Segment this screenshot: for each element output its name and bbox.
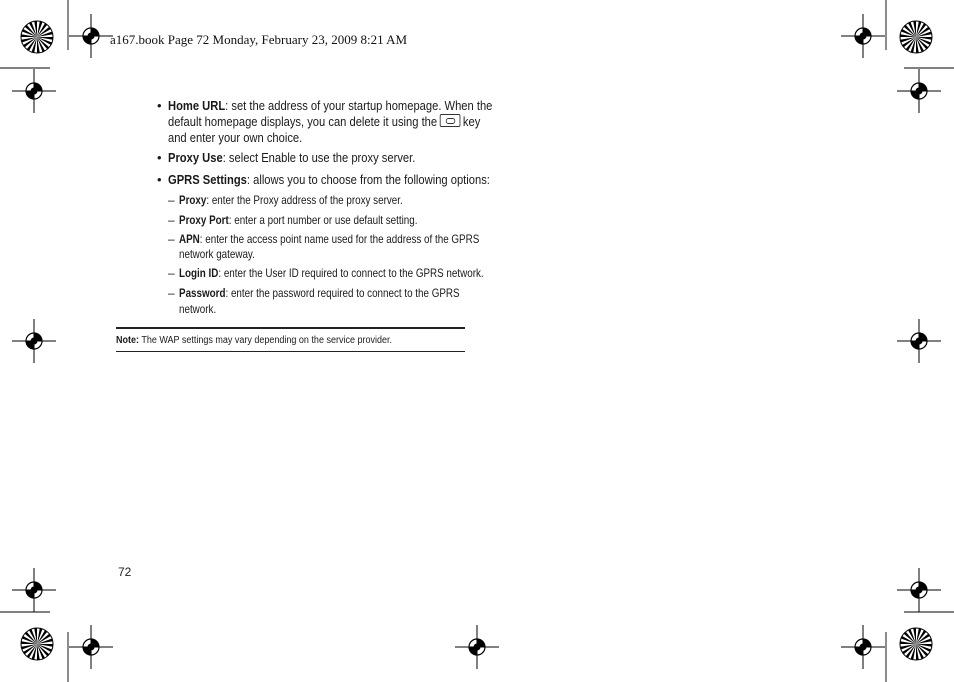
starburst-registration-icon	[900, 21, 932, 53]
bullet-marker: •	[157, 150, 162, 165]
dash-marker: –	[168, 193, 175, 207]
crosshair-registration-icon	[841, 14, 885, 58]
sub-proxy-text: : enter the Proxy address of the proxy server.	[206, 193, 403, 207]
sub-proxy-term: Proxy	[179, 193, 207, 207]
page-number: 72	[118, 565, 132, 579]
sub-proxy-port-text: : enter a port number or use default setting.	[228, 213, 418, 227]
bullet-marker: •	[157, 172, 162, 187]
crosshair-registration-icon	[841, 625, 885, 669]
note-label: Note:	[116, 335, 140, 346]
proxy-use-term: Proxy Use	[168, 150, 223, 165]
sub-login-id-term: Login ID	[179, 266, 219, 280]
sub-apn-text-2: network gateway.	[179, 247, 255, 261]
crosshair-registration-icon	[12, 319, 56, 363]
home-url-term: Home URL	[168, 98, 226, 113]
sub-password-text-1: : enter the password required to connect to the GPRS	[225, 286, 460, 300]
home-url-text-1: : set the address of your startup homepage. When the	[225, 98, 493, 113]
home-url-text-4: and enter your own choice.	[168, 130, 303, 145]
sub-password-term: Password	[179, 286, 226, 300]
starburst-registration-icon	[21, 628, 53, 660]
crosshair-registration-icon	[69, 625, 113, 669]
dash-marker: –	[168, 232, 175, 246]
home-url-text-3: key	[462, 114, 481, 129]
proxy-use-text: : select Enable to use the proxy server.	[222, 150, 416, 165]
dash-marker: –	[168, 213, 175, 227]
starburst-registration-icon	[21, 21, 53, 53]
crosshair-registration-icon	[455, 625, 499, 669]
dash-marker: –	[168, 286, 175, 300]
crosshair-registration-icon	[897, 69, 941, 113]
sub-apn-text-1: : enter the access point name used for the address of the GPRS	[199, 232, 480, 246]
sub-proxy-port-term: Proxy Port	[179, 213, 229, 227]
home-url-text-2: default homepage displays, you can delete it using the	[168, 114, 438, 129]
crosshair-registration-icon	[897, 568, 941, 612]
crosshair-registration-icon	[12, 69, 56, 113]
book-header: a167.book Page 72 Monday, February 23, 2009 8:21 AM	[110, 32, 408, 47]
sub-apn-term: APN	[179, 232, 200, 246]
sub-password-text-2: network.	[179, 302, 217, 316]
gprs-settings-text: : allows you to choose from the following options:	[246, 172, 490, 187]
crosshair-registration-icon	[897, 319, 941, 363]
crosshair-registration-icon	[12, 568, 56, 612]
sub-login-id-text: : enter the User ID required to connect to the GPRS network.	[218, 266, 484, 280]
crosshair-registration-icon	[69, 14, 113, 58]
starburst-registration-icon	[900, 628, 932, 660]
dash-marker: –	[168, 266, 175, 280]
bullet-marker: •	[157, 98, 162, 113]
note-body: The WAP settings may vary depending on the service provider.	[139, 335, 392, 346]
gprs-settings-term: GPRS Settings	[168, 172, 247, 187]
